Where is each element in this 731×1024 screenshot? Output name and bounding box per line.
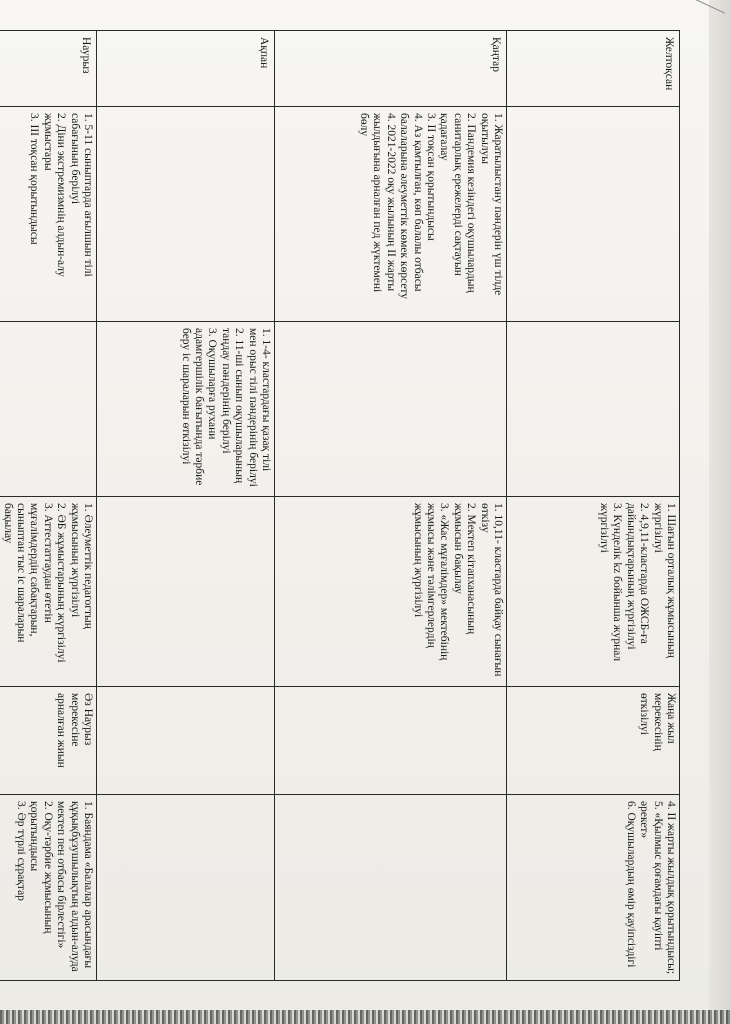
item-list	[597, 503, 677, 682]
month-cell	[275, 31, 507, 107]
list-item: 4. Аз қамтылған, көп балалы отбасы балаларына әлеуметтік көмек көрсету	[398, 113, 424, 300]
cell-col4	[507, 687, 680, 795]
list-item: 2. 4,9,11-кластарда ОЖСБ-ға дайындықтарының жүргізілуі	[624, 503, 651, 650]
month-cell	[507, 31, 680, 107]
list-item: 3. «Жас мұғалімдер» мектебінің жұмысы және тәлімгерлердің жұмысының жүргізілуі	[411, 503, 451, 661]
list-item: Әз Наурыз мерекесіне арналған жиын	[55, 693, 94, 768]
list-item: 3. Оқушыларға рухани адамгершілік бағытында тәрбие беру іс шараларын өткізілуі	[179, 328, 219, 486]
plan-table	[0, 30, 680, 981]
list-item: 2. Діни экстремизмнің алдын-алу жұмыстары	[41, 113, 68, 277]
item-list	[410, 503, 504, 682]
table-row	[507, 31, 680, 981]
page-edge	[709, 0, 731, 1024]
cell-col3	[97, 497, 275, 687]
item-list	[0, 503, 94, 682]
cell-col1	[275, 107, 507, 322]
item-list	[14, 801, 94, 976]
cell-col2	[97, 322, 275, 497]
cell-col4	[275, 687, 507, 795]
list-item: 1. Баяндама «Балалар арасындағы құқықбұзушылықтың алдын-алуда мектеп пен отбасы бірлестігі»	[55, 801, 94, 972]
list-item: 4. 2021-2022 оқу жылының ІІ жарты жылдығына арналған пед жүктемені бөлу	[357, 113, 397, 293]
list-item: 1. Жаратылыстану пәндерін үш тілде оқытылуы	[478, 113, 504, 296]
table-row	[275, 31, 507, 981]
cell-col3	[275, 497, 507, 687]
cell-col1	[507, 107, 680, 322]
cell-col4	[97, 687, 275, 795]
list-item: Жаңа жыл мерекесінің өткізілуі	[638, 693, 677, 751]
month-label: Желтоқсан	[663, 37, 675, 91]
cell-col5	[97, 795, 275, 981]
list-item: 6. Оқушылардың өмір қауіпсіздігі	[624, 801, 637, 968]
list-item: 1. 1-4- кластардағы қазақ тілі мен орыс тілі пәндерінің берілуі	[246, 328, 272, 487]
list-item: 2. ӘБ жұмыстарының жүргізілуі	[55, 503, 68, 663]
month-cell	[0, 31, 97, 107]
list-item: 2. 11-ші сынып оқушыларының таңдау пәндерінің берілуі	[219, 328, 246, 484]
list-item: 4. ІІ жарты жылдық қорытындысы;	[665, 801, 677, 975]
list-item: 2. Пандемия кезіндегі оқушылардың санитарлық ережелерді сақтауын қадағалау	[438, 113, 478, 293]
table-row	[97, 31, 275, 981]
item-list	[27, 113, 94, 317]
cell-col2	[275, 322, 507, 497]
cell-col2	[0, 322, 97, 497]
rotated-document	[1, 30, 680, 980]
list-item: 2. Оқу-тәрбие жұмысының қорытындысы	[28, 801, 54, 934]
list-item: 1. Әлеуметтік педагогтың жұмысының жүргізілуі	[68, 503, 94, 629]
item-list	[623, 801, 677, 976]
month-cell	[97, 31, 275, 107]
item-list	[178, 328, 272, 492]
list-item: 5. «Қылмыс қоғамдағы қауіпті әрекет»	[638, 801, 664, 951]
cell-col3	[507, 497, 680, 687]
list-item: 1. Шағын орталық жұмысының жүргізілуі	[651, 503, 677, 658]
cell-col5	[507, 795, 680, 981]
cell-col5	[0, 795, 97, 981]
cell-col1	[0, 107, 97, 322]
list-item: 3. Күнделік kz бойынша журнал жүргізілуі	[597, 503, 624, 662]
item-list	[357, 113, 504, 317]
cell-col5	[275, 795, 507, 981]
month-label: Наурыз	[80, 37, 92, 74]
list-item: 3. ІІ тоқсан қорытындысы	[424, 113, 437, 241]
cell-col4	[0, 687, 97, 795]
list-item: 1. 5-11 сыныптарда ағылшын тілі сабағының берілуі	[68, 113, 94, 277]
table-row	[0, 31, 97, 981]
cell-col3	[0, 497, 97, 687]
list-item: 2. Мектеп кітапханасының жұмысын бақылау	[451, 503, 478, 635]
item-list	[54, 693, 94, 790]
list-item: 1. 10,11- кластарда байқау сынағын өткізу	[478, 503, 504, 677]
list-item: 3. Әр түрлі сұрақтар	[14, 801, 27, 901]
list-item: 3. ІІІ тоқсан қорытындысы	[28, 113, 41, 245]
cell-col2	[507, 322, 680, 497]
scan-edge	[0, 1010, 731, 1024]
month-label: Қаңтар	[490, 37, 502, 72]
cell-col1	[97, 107, 275, 322]
list-item: 3. Аттестаттаудан өтетін мұғалімдердің сабақтарын, сыныптан тыс іс шараларын бақылау	[1, 503, 54, 643]
item-list	[637, 693, 677, 790]
month-label: Ақпан	[258, 37, 270, 69]
